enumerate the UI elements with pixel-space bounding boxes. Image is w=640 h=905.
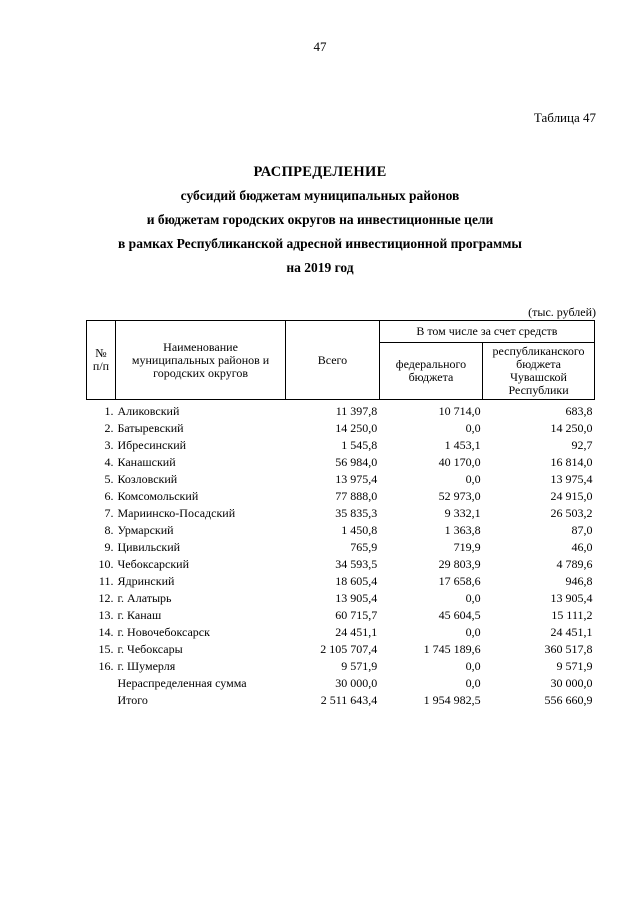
row-total: 18 605,4 [335, 574, 378, 588]
row-federal: 17 658,6 [438, 574, 481, 588]
row-republic: 556 660,9 [544, 693, 593, 707]
row-republic: 13 905,4 [550, 591, 593, 605]
row-federal: 0,0 [465, 591, 481, 605]
table-row [87, 675, 595, 692]
row-number: 9. [104, 540, 114, 554]
row-republic: 26 503,2 [550, 506, 593, 520]
row-federal: 0,0 [465, 676, 481, 690]
table-body [87, 400, 595, 710]
row-federal: 719,9 [453, 540, 481, 554]
table-label: Таблица 47 [533, 110, 596, 125]
row-republic: 87,0 [571, 523, 593, 537]
row-republic: 13 975,4 [550, 472, 593, 486]
table-row [87, 437, 595, 454]
row-name: Чебоксарский [117, 557, 190, 571]
row-total: 1 450,8 [341, 523, 378, 537]
row-republic: 15 111,2 [551, 608, 593, 622]
row-republic: 24 915,0 [550, 489, 593, 503]
table-row [87, 607, 595, 624]
row-number: 6. [104, 489, 114, 503]
table-row [87, 400, 595, 421]
row-republic: 4 789,6 [556, 557, 593, 571]
row-republic: 14 250,0 [550, 421, 593, 435]
row-total: 1 545,8 [341, 438, 378, 452]
row-total: 2 105 707,4 [320, 642, 378, 656]
row-number: 16. [98, 659, 114, 673]
row-federal: 40 170,0 [438, 455, 481, 469]
row-republic: 30 000,0 [550, 676, 593, 690]
header-federal: федерального бюджета [379, 343, 482, 400]
table-row [87, 522, 595, 539]
row-total: 56 984,0 [335, 455, 378, 469]
header-total: Всего [286, 321, 380, 400]
table-row [87, 641, 595, 658]
title-main: РАСПРЕДЕЛЕНИЕ [253, 164, 387, 180]
table-row [87, 488, 595, 505]
row-total: 14 250,0 [335, 421, 378, 435]
row-federal: 10 714,0 [438, 404, 481, 418]
row-number: 7. [104, 506, 114, 520]
row-total: 35 835,3 [335, 506, 378, 520]
row-total: 77 888,0 [335, 489, 378, 503]
unit-note: (тыс. рублей) [528, 305, 596, 319]
row-name: г. Шумерля [117, 659, 176, 673]
row-total: 2 511 643,4 [320, 693, 378, 707]
row-federal: 1 363,8 [444, 523, 481, 537]
table-row [87, 590, 595, 607]
row-name: Мариинско-Посадский [117, 506, 236, 520]
table-row [87, 624, 595, 641]
row-republic: 92,7 [571, 438, 593, 452]
table-row [87, 471, 595, 488]
header-including: В том числе за счет средств [379, 321, 594, 343]
row-number: 3. [104, 438, 114, 452]
table-row [87, 505, 595, 522]
header-number-line2: п/п [92, 359, 110, 373]
row-republic: 46,0 [571, 540, 593, 554]
row-name: Аликовский [117, 404, 180, 418]
row-number: 12. [98, 591, 114, 605]
row-total: 13 975,4 [335, 472, 378, 486]
row-name: г. Канаш [117, 608, 162, 622]
subsidy-table [86, 320, 595, 709]
row-name: Ибресинский [117, 438, 187, 452]
row-name: Козловский [117, 472, 178, 486]
title-line: и бюджетам городских округов на инвестиционные цели [146, 212, 494, 227]
row-republic: 360 517,8 [544, 642, 593, 656]
header-name: Наименование муниципальных районов и городских округов [115, 321, 285, 400]
page-number: 47 [313, 39, 327, 54]
title-line: в рамках Республиканской адресной инвестиционной программы [118, 236, 522, 251]
row-name: г. Чебоксары [117, 642, 183, 656]
row-number: 1. [104, 404, 114, 418]
row-republic: 24 451,1 [550, 625, 593, 639]
row-number [87, 675, 116, 692]
row-name: Цивильский [117, 540, 181, 554]
row-name: г. Алатырь [117, 591, 172, 605]
row-federal: 52 973,0 [438, 489, 481, 503]
table-row [87, 573, 595, 590]
row-number [87, 692, 116, 709]
table-row [87, 454, 595, 471]
row-total: 24 451,1 [335, 625, 378, 639]
title-line: субсидий бюджетам муниципальных районов [180, 188, 460, 203]
row-federal: 0,0 [465, 659, 481, 673]
row-federal: 1 954 982,5 [423, 693, 481, 707]
row-total: 30 000,0 [335, 676, 378, 690]
row-republic: 16 814,0 [550, 455, 593, 469]
title-line: на 2019 год [286, 260, 354, 275]
row-name: Канашский [117, 455, 176, 469]
row-name: г. Новочебоксарск [117, 625, 210, 639]
row-total: 9 571,9 [341, 659, 378, 673]
row-total: 13 905,4 [335, 591, 378, 605]
row-federal: 45 604,5 [438, 608, 481, 622]
row-number: 2. [104, 421, 114, 435]
header-number-line1: № [95, 346, 107, 360]
row-number: 8. [104, 523, 114, 537]
row-federal: 0,0 [465, 472, 481, 486]
row-name: Итого [117, 693, 148, 707]
row-republic: 946,8 [565, 574, 593, 588]
row-republic: 9 571,9 [556, 659, 593, 673]
row-federal: 29 803,9 [438, 557, 481, 571]
row-total: 765,9 [350, 540, 378, 554]
row-federal: 0,0 [465, 625, 481, 639]
header-number [87, 321, 116, 400]
row-name: Нераспределенная сумма [117, 676, 247, 690]
row-total: 60 715,7 [335, 608, 378, 622]
table-row [87, 658, 595, 675]
row-total: 34 593,5 [335, 557, 378, 571]
table-row [87, 556, 595, 573]
table-row [87, 692, 595, 709]
row-name: Батыревский [117, 421, 184, 435]
header-republic: республиканского бюджета Чувашской Республики [483, 343, 595, 400]
table-row [87, 539, 595, 556]
row-name: Комсомольский [117, 489, 199, 503]
row-number: 4. [104, 455, 114, 469]
row-name: Ядринский [117, 574, 175, 588]
table-row [87, 420, 595, 437]
row-number: 10. [98, 557, 114, 571]
row-federal: 9 332,1 [444, 506, 481, 520]
row-federal: 1 745 189,6 [423, 642, 481, 656]
row-federal: 1 453,1 [444, 438, 481, 452]
row-federal: 0,0 [465, 421, 481, 435]
row-name: Урмарский [117, 523, 174, 537]
row-number: 14. [98, 625, 114, 639]
row-number: 11. [98, 574, 114, 588]
row-republic: 683,8 [565, 404, 593, 418]
row-total: 11 397,8 [335, 404, 378, 418]
row-number: 15. [98, 642, 114, 656]
row-number: 13. [98, 608, 114, 622]
document-title [0, 160, 640, 280]
row-number: 5. [104, 472, 114, 486]
